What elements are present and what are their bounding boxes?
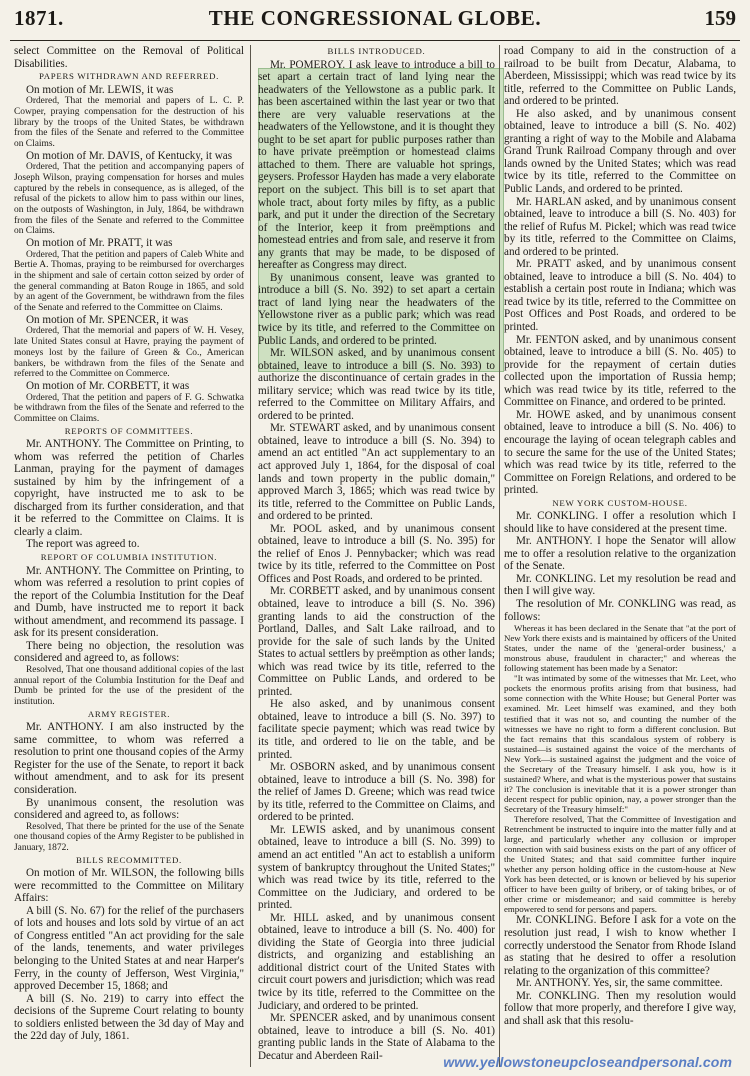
paragraph: Mr. FENTON asked, and by unanimous consent obtained, leave to introduce a bill (S. No. 405) to provide for the repayment of certain duties collected upon the importation of Russia hemp; which was read twice by its title, referred to the Committee on Finance, and ordered to be printed. xyxy=(504,333,736,409)
paragraph: There being no objection, the resolution was considered and agreed to, as follows: xyxy=(14,639,244,665)
quoted-text: "It was intimated by some of the witnesses that Mr. Leet, who pockets the enormous profits arising from that business, had some connection with the White House; but General Porter was examined. Mr. Leet himself was examined, and they both testified that it was not so, and counting the number of the witnesses we have no right to form a different conclusion. But the fact remains that this scandalous system of robbery is sustained—is sustained against the voice of the merchants of New York—is sustained against the judgment and the voice of the Secretary of the Treasury himself. I ask you, how is it sustained? Where, and what is the mysterious power that sustains it? The conclusion is inevitable that it is a power stronger than decent respect for public opinion, nay, a power stronger than the Secretary of the Treasury himself:" xyxy=(504,673,736,814)
paragraph: On motion of Mr. SPENCER, it was xyxy=(26,313,189,326)
paragraph: A bill (S. No. 67) for the relief of the purchasers of lots and houses and lots sold by virtue of an act of Congress entitled "An act providing for the sale of the lands, tenements, and water privileges belonging to the United States at and near Harper's Ferry, in the county of Jefferson, West Virginia," approved December 15, 1868; and xyxy=(14,904,244,993)
paragraph: Mr. ANTHONY. I hope the Senator will allow me to offer a resolution relative to the organization of the Senate. xyxy=(504,535,736,573)
paragraph: select Committee on the Removal of Political Disabilities. xyxy=(14,45,244,70)
order-text: Ordered, That the petition and accompanying papers of Joseph Wilson, praying compensation for horses and mules captured by the rebels in consequence, as is alleged, of the refusal of the pickets to allow him to pass within our lines, on the outposts of Washington, in July, 1864, be withdrawn from the files of the Senate and referred to the Committee on Claims. xyxy=(14,162,244,237)
section-heading: BILLS RECOMMITTED. xyxy=(76,854,182,865)
column-divider xyxy=(499,45,500,1067)
page-title: THE CONGRESSIONAL GLOBE. xyxy=(208,6,542,30)
order-text: Ordered, That the memorial and papers of L. C. P. Cowper, praying compensation for the destruction of his library by the troops of the United States, be withdrawn from the files of the Senate and referred to the Committee on Claims. xyxy=(14,96,244,149)
section-heading: REPORTS OF COMMITTEES. xyxy=(64,425,194,436)
order-text: Ordered, That the memorial and papers of W. H. Vesey, late United States consul at Havre, praying the payment of moneys lost by the failure of Green & Co., American bankers, be withdrawn from the files of the Senate and referred to the Committee on Commerce. xyxy=(14,326,244,380)
paragraph: Mr. ANTHONY. The Committee on Printing, to whom was referred the petition of Charles Lanman, praying for the payment of damages sustained by him by the infringement of a copyright, have instructed me to ask to be discharged from its further consideration, and that it be referred to the Committee on Claims. It is clearly a claim. xyxy=(14,438,244,538)
quoted-text: Therefore resolved, That the Committee of Investigation and Retrenchment be instructed to inquire into the matter fully and at large, and particularly whether any collusion or improper connection with said business exists on the part of any officer of the United States; and that said committee further inquire whether any person holding office in the custom-house at New York has been detected, or is known or believed by his superior officer to have been guilty of bribery, or of taking bribes, or of other crime or misdemeanor; and said committee is hereby empowered to send for persons and papers. xyxy=(504,814,736,915)
page-header xyxy=(14,4,736,34)
section-heading: BILLS INTRODUCED. xyxy=(327,46,426,56)
paragraph: By unanimous consent, the resolution was considered and agreed to, as follows: xyxy=(14,796,244,822)
column-middle xyxy=(258,45,495,1065)
column-left xyxy=(14,45,244,1065)
paragraph: The resolution of Mr. CONKLING was read, as follows: xyxy=(504,598,736,623)
paragraph: Mr. POMEROY. I ask leave to introduce a bill to set apart a certain tract of land lying near the headwaters of the Yellowstone as a public park. It has been ascertained within the last year or two that there are very valuable reservations at the headwaters of the Yellowstone, and it is thought they ought to be set apart for public purposes rather than to have private preëmption or homestead claims attached to them. There are valuable hot springs, geysers. Professor Hayden has made a very elaborate report on the subject. This bill is to set apart that whole tract, about forty miles by fifty, as a public park, and put it under the direction of the Secretary of the Interior, keep it from preëmptions and homestead entries and from sale, and reserve it from any grants that may be made, to be disposed of hereafter as Congress may direct. xyxy=(258,58,495,272)
paragraph: On motion of Mr. DAVIS, of Kentucky, it was xyxy=(26,149,233,162)
paragraph: On motion of Mr. LEWIS, it was xyxy=(26,83,174,96)
paragraph: A bill (S. No. 219) to carry into effect the decisions of the Supreme Court relating to bounty to soldiers enlisted between the 3d day of May and the 22d day of July, 1861. xyxy=(14,992,244,1043)
paragraph: By unanimous consent, leave was granted to introduce a bill (S. No. 392) to set apart a certain tract of land lying near the headwaters of the Yellowstone river as a public park; which was read twice by its title, and referred to the Committee on Public Lands, and ordered to be printed. xyxy=(258,271,495,347)
paragraph: Mr. POOL asked, and by unanimous consent obtained, leave to introduce a bill (S. No. 395) for the relief of Enos J. Pennybacker; which was read twice by its title, referred to the Committee on Post Offices and Post Roads, and ordered to be printed. xyxy=(258,522,495,585)
paragraph: He also asked, and by unanimous consent obtained, leave to introduce a bill (S. No. 402) granting a right of way to the Mobile and Alabama Grand Trunk Railroad Company through and over lands owned by the United States; which was read twice by its title, referred to the Committee on Public Lands, and ordered to be printed. xyxy=(504,107,736,196)
paragraph: Mr. PRATT asked, and by unanimous consent obtained, leave to introduce a bill (S. No. 404) to establish a certain post route in Indiana; which was read twice by its title, referred to the Committee on Post Offices and Post Roads, and ordered to be printed. xyxy=(504,258,736,334)
paragraph: Mr. WILSON asked, and by unanimous consent obtained, leave to introduce a bill (S. No. 393) to authorize the discontinuance of certain grades in the military service; which was read twice by its title, referred to the Committee on Military Affairs, and ordered to be printed. xyxy=(258,347,495,422)
paragraph: Mr. HARLAN asked, and by unanimous consent obtained, leave to introduce a bill (S. No. 403) for the relief of Rufus M. Pickel; which was read twice by its title, referred to the Committee on Claims, and ordered to be printed. xyxy=(504,195,736,258)
quoted-text: Whereas it has been declared in the Senate that "at the port of New York there exists and is maintained by officers of the United States, under the name of the 'general-order business,' a monstrous abuse, fraudulent in character;" and whereas the following statement has been made by a Senator: xyxy=(504,623,736,674)
paragraph: Mr. ANTHONY. Yes, sir, the same committee. xyxy=(516,977,723,990)
paragraph: On motion of Mr. WILSON, the following bills were recommitted to the Committee on Military Affairs: xyxy=(14,867,244,905)
paragraph: On motion of Mr. PRATT, it was xyxy=(26,237,173,250)
paragraph: He also asked, and by unanimous consent obtained, leave to introduce a bill (S. No. 397) to facilitate specie payment; which was read twice by its title, and ordered to lie on the table, and be printed. xyxy=(258,698,495,761)
column-right xyxy=(504,45,736,1065)
paragraph: Mr. CONKLING. I offer a resolution which I should like to have considered at the present time. xyxy=(504,510,736,535)
section-heading: NEW YORK CUSTOM-HOUSE. xyxy=(552,497,688,508)
page-number: 159 xyxy=(704,6,736,30)
paragraph: Mr. CONKLING. Let my resolution be read and then I will give way. xyxy=(504,572,736,598)
paragraph: On motion of Mr. CORBETT, it was xyxy=(26,379,190,392)
paragraph: Mr. HOWE asked, and by unanimous consent obtained, leave to introduce a bill (S. No. 406) to encourage the laying of ocean telegraph cables and to secure the same for the use of the United States; which was read twice by its title, referred to the Committee on Foreign Relations, and ordered to be printed. xyxy=(504,408,736,497)
paragraph: Mr. HILL asked, and by unanimous consent obtained, leave to introduce a bill (S. No. 400) for dividing the State of Georgia into three judicial districts, and organizing and establishing an additional district court of the United States with circuit court powers and jurisdiction; which was read twice by its title, referred to the Committee on the Judiciary, and ordered to be printed. xyxy=(258,911,495,1012)
site-watermark: www.yellowstoneupcloseandpersonal.com xyxy=(443,1054,732,1070)
paragraph: Mr. ANTHONY. The Committee on Printing, to whom was referred a resolution to print copies of the report of the Columbia Institution for the Deaf and Dumb, have instructed me to report it back without amendment, and recommend its passage. I ask for its present consideration. xyxy=(14,564,244,640)
page-year: 1871. xyxy=(14,6,64,30)
column-divider xyxy=(250,45,251,1067)
paragraph: Mr. OSBORN asked, and by unanimous consent obtained, leave to introduce a bill (S. No. 398) for the relief of James D. Greene; which was read twice by its title, referred to the Committee on Claims, and ordered to be printed. xyxy=(258,761,495,824)
paragraph: Mr. CORBETT asked, and by unanimous consent obtained, leave to introduce a bill (S. No. 396) granting lands to aid the construction of the Portland, Dalles, and Salt Lake railroad, and to provide for the sale of such lands by the United States to actual settlers by preëmption as other lands; which was read twice by its title, referred to the Committee on Public Lands, and ordered to be printed. xyxy=(258,585,495,698)
paragraph: Mr. LEWIS asked, and by unanimous consent obtained, leave to introduce a bill (S. No. 399) to amend an act entitled "An act to establish a uniform system of bankruptcy throughout the United States;" which was read twice by its title, referred to the Committee on the Judiciary, and ordered to be printed. xyxy=(258,823,495,912)
paragraph: Mr. SPENCER asked, and by unanimous consent obtained, leave to introduce a bill (S. No. 401) granting public lands in the State of Alabama to the Decatur and Aberdeen Rail- xyxy=(258,1012,495,1062)
paragraph: Mr. CONKLING. Before I ask for a vote on the resolution just read, I wish to know whether I correctly understood the Senator from Rhode Island as stating that he desired to offer a resolution relating to the organization of this committee? xyxy=(504,914,736,977)
order-text: Resolved, That one thousand additional copies of the last annual report of the Columbia Institution for the Deaf and Dumb be printed for the use of the president of the institution. xyxy=(14,664,244,708)
order-text: Ordered, That the petition and papers of Caleb White and Bertie A. Thomas, praying to be reimbursed for overcharges in the shipment and sale of certain cotton seized by order of the general commanding at Baton Rouge in 1865, and sold by an agent of the Government, be withdrawn from the files of the Senate and referred to the Committee on Claims. xyxy=(14,249,244,314)
order-text: Resolved, That there be printed for the use of the Senate one thousand copies of the Army Register to be published in January, 1872. xyxy=(14,821,244,853)
order-text: Ordered, That the petition and papers of F. G. Schwatka be withdrawn from the files of the Senate and referred to the Committee on Claims. xyxy=(14,392,244,424)
paragraph: road Company to aid in the construction of a railroad to be built from Decatur, Alabama, to Aberdeen, Mississippi; which was read twice by its title, referred to the Committee on Public Lands, and ordered to be printed. xyxy=(504,45,736,108)
paragraph: Mr. ANTHONY. I am also instructed by the same committee, to whom was referred a resolution to print one thousand copies of the Army Register for the use of the Senate, to report it back without amendment, and to ask for its present consideration. xyxy=(14,721,244,796)
paragraph: The report was agreed to. xyxy=(26,538,140,551)
section-heading: REPORT OF COLUMBIA INSTITUTION. xyxy=(40,552,218,563)
section-heading: ARMY REGISTER. xyxy=(87,708,171,719)
paragraph: Mr. CONKLING. Then my resolution would follow that more properly, and therefore I give way, and shall ask that this resolu- xyxy=(504,989,736,1027)
section-heading: PAPERS WITHDRAWN AND REFERRED. xyxy=(38,71,220,82)
paragraph: Mr. STEWART asked, and by unanimous consent obtained, leave to introduce a bill (S. No. 394) to amend an act entitled "An act supplementary to an act approved July 1, 1864, for the disposal of coal lands and town property in the public domain," approved March 3, 1865; which was read twice by its title, referred to the Committee on Public Lands, and ordered to be printed. xyxy=(258,422,495,523)
header-rule xyxy=(10,40,740,41)
